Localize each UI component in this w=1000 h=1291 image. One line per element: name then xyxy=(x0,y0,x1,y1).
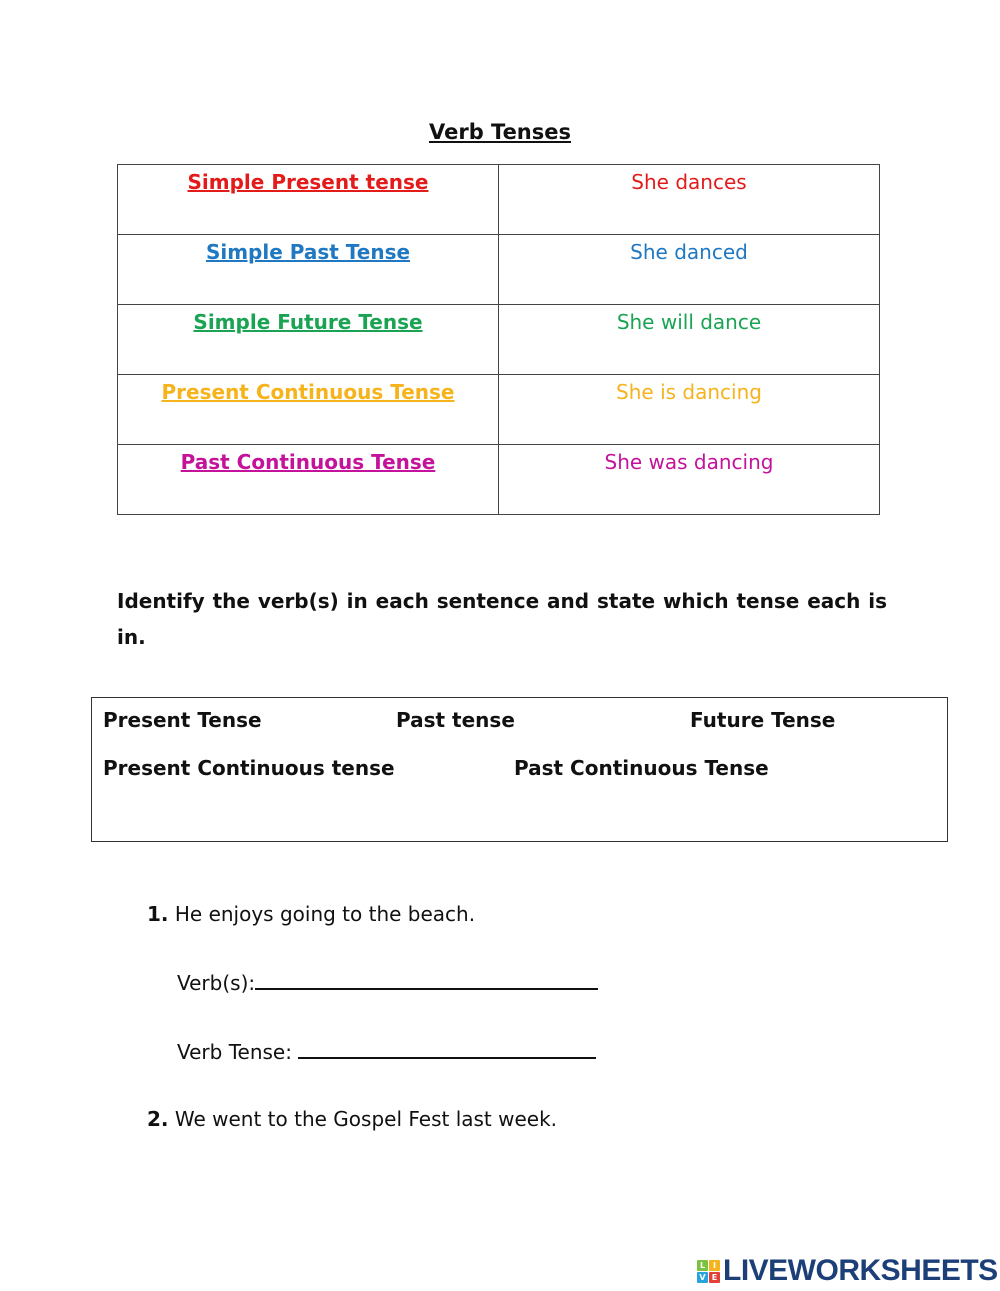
word-bank-box xyxy=(91,697,948,842)
tense-label: Verb Tense: xyxy=(177,1040,292,1064)
worksheet-title: Verb Tenses xyxy=(428,120,572,144)
table-row xyxy=(118,165,880,235)
question-sentence: We went to the Gospel Fest last week. xyxy=(174,1107,558,1131)
instructions-text: Identify the verb(s) in each sentence and state which tense each is in. xyxy=(117,589,887,649)
tense-example: She was dancing xyxy=(499,445,880,515)
tense-answer-input[interactable] xyxy=(298,1039,596,1059)
table-row xyxy=(118,445,880,515)
verb-answer-input[interactable] xyxy=(255,970,598,990)
tense-name: Present Continuous Tense xyxy=(118,375,499,445)
tense-answer-line xyxy=(177,1039,596,1064)
logo-letter: I xyxy=(709,1260,720,1271)
tense-example: She dances xyxy=(499,165,880,235)
question-sentence: He enjoys going to the beach. xyxy=(174,902,476,926)
question-1 xyxy=(147,902,475,926)
logo-text: LIVEWORKSHEETS xyxy=(723,1254,998,1287)
tense-example: She is dancing xyxy=(499,375,880,445)
question-number: 1. xyxy=(147,902,169,926)
logo-grid-icon xyxy=(697,1260,720,1283)
table-row xyxy=(118,375,880,445)
tense-name: Simple Future Tense xyxy=(118,305,499,375)
tense-name: Simple Past Tense xyxy=(118,235,499,305)
verb-label: Verb(s): xyxy=(177,971,256,995)
table-row xyxy=(118,235,880,305)
tense-example: She will dance xyxy=(499,305,880,375)
liveworksheets-logo xyxy=(697,1254,998,1288)
table-row xyxy=(118,305,880,375)
tense-name: Simple Present tense xyxy=(118,165,499,235)
word-bank-item: Future Tense xyxy=(690,708,836,732)
question-2 xyxy=(147,1107,557,1131)
logo-letter: L xyxy=(697,1260,708,1271)
tense-name: Past Continuous Tense xyxy=(118,445,499,515)
question-number: 2. xyxy=(147,1107,169,1131)
logo-letter: V xyxy=(697,1272,708,1283)
verb-answer-line xyxy=(177,970,598,995)
word-bank-item: Past Continuous Tense xyxy=(514,756,769,780)
verb-tenses-table xyxy=(117,164,880,515)
tense-example: She danced xyxy=(499,235,880,305)
word-bank-item: Present Tense xyxy=(103,708,262,732)
logo-letter: E xyxy=(709,1272,720,1283)
word-bank-item: Past tense xyxy=(396,708,515,732)
word-bank-item: Present Continuous tense xyxy=(103,756,395,780)
